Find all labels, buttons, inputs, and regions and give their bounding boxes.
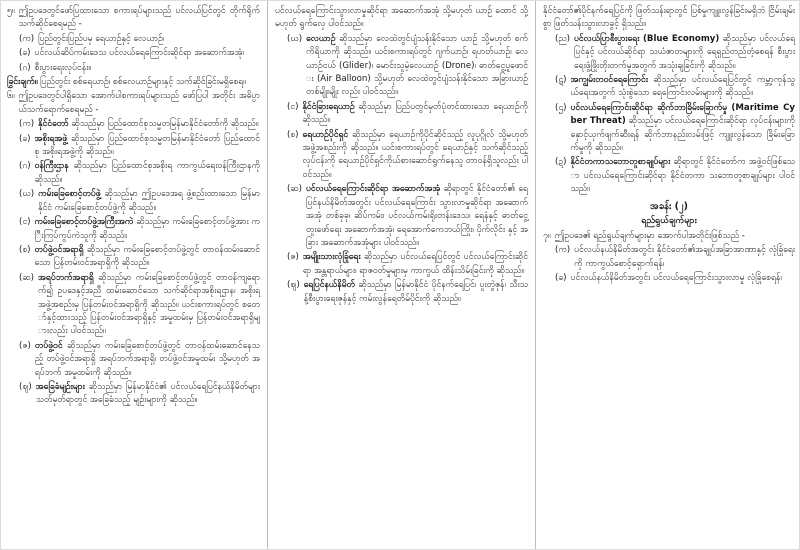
- clause-item: [543, 33, 795, 73]
- clause-body: ဆိုသည်မှာ ပင်လယ်ရေပြင်တွင် ကမ္ဘာ့ကုန်သွယ်ရေးအတွက် သုံးစွဲသော ရေကြောင်းလမ်းများကို ဆိုသည်။: [570, 75, 795, 99]
- clause-text: [303, 129, 528, 183]
- clause-number: (က): [19, 33, 35, 44]
- clause-item: [7, 133, 260, 160]
- clause-text: [275, 5, 528, 32]
- clause-text: [35, 244, 260, 271]
- clause-item: [543, 272, 795, 285]
- clause-item: [7, 33, 260, 46]
- defined-term: နိုင်ငံတော်: [38, 119, 69, 130]
- clause-number: (ဋ): [555, 75, 567, 86]
- clause-item: [275, 129, 528, 183]
- clause-item: [7, 90, 260, 117]
- clause-number: (ခ): [19, 133, 31, 144]
- clause-item: [7, 47, 260, 60]
- clause-text: [303, 251, 528, 278]
- clause-number: (င): [287, 101, 299, 112]
- clause-number: (ဇ): [287, 252, 299, 263]
- clause-text: [306, 183, 528, 250]
- clause-text: [574, 33, 795, 73]
- defined-term: တပ်ဖွဲ့ဝင်အရာရှိ: [34, 244, 84, 255]
- defined-term: ပင်လယ်ရေကြောင်းဆိုင်ရာ အဆောက်အအုံ: [306, 184, 441, 195]
- clause-item: [7, 216, 260, 243]
- clause-number: (ဃ): [287, 33, 303, 44]
- clause-item: [275, 33, 528, 100]
- clause-item: [7, 160, 260, 187]
- clause-number: (ဂ): [19, 62, 31, 73]
- chapter-heading: အခန်း (၂): [649, 200, 689, 212]
- clause-item: [7, 5, 260, 32]
- clause-text: [35, 47, 260, 60]
- clause-number: (ဇ): [19, 340, 31, 351]
- clause-body: စီးပွားရေးလုပ်ငန်း။: [34, 62, 91, 73]
- clause-item: [543, 230, 795, 243]
- clause-number: (ဆ): [19, 272, 35, 283]
- clause-number: (က): [19, 119, 35, 130]
- clause-number: (ည): [555, 33, 571, 44]
- clause-item: [7, 272, 260, 339]
- clause-text: [38, 33, 260, 46]
- clause-body: ပင်လယ်နယ်နိမိတ်အတွင်း ပင်လယ်ရေကြောင်းသွားလာမှု လုံခြုံစေရန်၊: [570, 272, 782, 283]
- clause-item: [543, 156, 795, 196]
- clause-body: ဆိုရာတွင် နိုင်ငံတော်၏ ရေပြင်နယ်နိမိတ်အတွင်း ပင်လယ်ရေကြောင်း သွားလာမှုဆိုင်ရာ အဆောက်အအုံ တစ်ခုခု၊ ဆိပ်ကမ်း၊ ပင်လယ်ကမ်းရိုးတန်းဒေသ၊ ရေနံနှင့် ဓာတ်ငွေ့တူးဖော်ရေး အဆောက်အအုံ၊ ရေအောက်ကေဘယ်ကြိုး၊ ပိုက်လိုင်း နှင့် အခြား အဆောက်အအုံများ ပါဝင်သည်။: [306, 184, 528, 248]
- clause-text: [35, 340, 260, 380]
- clause-item: [543, 5, 795, 32]
- clause-text: [18, 5, 260, 32]
- clause-item: [7, 381, 260, 408]
- clause-text: [571, 272, 795, 285]
- column-middle: [269, 1, 534, 549]
- clause-item: [543, 102, 795, 156]
- defined-term: နိုင်ငံတကာသဘောတူစာချုပ်များ: [570, 157, 671, 168]
- clause-number: ၇။: [543, 230, 551, 241]
- clause-number: (ဈ): [287, 280, 300, 291]
- clause-body: ဆိုရာတွင် နိုင်ငံတော်က အဖွဲ့ဝင်ဖြစ်သော ပင်လယ်ရေကြောင်းဆိုင်ရာ နိုင်ငံတကာ သဘောတူစာချုပ်များ ပါဝင်သည်။: [570, 157, 795, 195]
- clause-text: [543, 5, 795, 32]
- column-divider: [535, 1, 536, 549]
- clause-text: [304, 279, 528, 306]
- clause-body: ပြည်တွင်းပြည်ပမှ ရေယာဉ်နှင့် လေယာဉ်၊: [38, 33, 165, 44]
- clause-body: ဆိုသည်မှာ ပြည်ထောင်စုသမ္မတမြန်မာနိုင်ငံတော်ကို ဆိုသည်။: [68, 119, 259, 130]
- clause-body: ဆိုသည်မှာ ရေယာဉ်ကိုပိုင်ဆိုင်သည့် လူပုဂ္ဂိုလ် သို့မဟုတ် အဖွဲ့အစည်းကို ဆိုသည်။ ယင်းစကားရပ်တွင် ရေယာဉ်နှင့် သက်ဆိုင်သည့်လုပ်ငန်းကို ရေယာဉ်ပိုင်ရှင်ကိုယ်စားဆောင်ရွက်နေသူ တာဝန်ရှိသူလည်း ပါဝင်သည်။: [302, 129, 528, 180]
- clause-number: (ဌ): [555, 102, 567, 113]
- defined-term: ရေပြင်နယ်နိမိတ်: [303, 280, 355, 291]
- clause-text: [36, 381, 260, 408]
- defined-term: ကမ်းခြေစောင့်တပ်ဖွဲ့: [38, 189, 101, 200]
- clause-text: [38, 188, 260, 215]
- clause-item: [7, 118, 260, 131]
- clause-text: [554, 230, 795, 243]
- clause-body: နိုင်ငံတော်၏ပိုင်နက်ရေပြင်ကို ဖြတ်သန်းရာတွင် ပြစ်မှုကျူးလွန်ခြင်းမရှိဘဲ ငြိမ်းချမ်းစွာ ဖြတ်သန်းသွားလာခွင့် ရှိသည်။: [543, 6, 795, 30]
- clause-text: [35, 133, 260, 160]
- clause-body: ဆိုသည်မှာ ဤဥပဒေအရ ဖွဲ့စည်းထားသော မြန်မာနိုင်ငံ ကမ်းခြေစောင့်တပ်ဖွဲ့ကို ဆိုသည်။: [38, 189, 260, 213]
- clause-body: ဆိုသည်မှာ ပင်လယ်ရေကြောင်းဆိုင်ရာ လုပ်ငန်းများကို နှောင့်ယှက်ဖျက်ဆီးရန် ဆိုက်ဘာနည်းလမ်းဖြင့် ကျူးလွန်သော ခြိမ်းခြောက်မှုကို ဆိုသည်။: [570, 116, 795, 154]
- clause-text: [18, 90, 260, 117]
- chapter-subheading: ရည်ရွယ်ချက်များ: [641, 215, 697, 226]
- clause-text: [38, 118, 260, 131]
- clause-number: (စ): [287, 129, 299, 140]
- defined-term: အစိုးရအဖွဲ့: [34, 133, 68, 144]
- clause-number: ၅။: [7, 6, 15, 16]
- clause-text: [570, 102, 795, 156]
- clause-item: [275, 101, 528, 128]
- clause-number: (ဂ): [19, 161, 31, 172]
- clause-body: ဆိုသည်မှာ ကမ်းခြေစောင့်တပ်ဖွဲ့တွင် တာဝန်ထမ်းဆောင်နေသည့် တပ်ဖွဲ့ဝင်အရာရှိ အရပ်ဘက်အရာရှိ၊ တပ်ဖွဲ့ဝင်အမှုထမ်း သို့မဟုတ် အရပ်ဘက် အမှုထမ်းကို ဆိုသည်။: [34, 340, 260, 378]
- clause-text: [34, 216, 260, 243]
- clause-number: (င): [19, 217, 31, 228]
- clause-item: [7, 188, 260, 215]
- clause-item: [543, 74, 795, 101]
- clause-item: [275, 251, 528, 278]
- defined-term: အရပ်ဘက်အရာရှိ: [38, 272, 94, 283]
- column-divider: [267, 1, 268, 549]
- defined-term: ပင်လယ်ရေကြောင်းဆိုင်ရာ ဆိုက်ဘာခြိမ်းခြောက်မှု (Maritime Cyber Threat): [570, 102, 795, 127]
- defined-term: တပ်ဖွဲ့ဝင်: [34, 340, 63, 351]
- clause-number: (ဆ): [287, 184, 303, 195]
- column-right: [537, 1, 800, 549]
- clause-body: ပင်လယ်နယ်နိမိတ်အတွင်း နိုင်ငံတော်၏အချုပ်အခြာအာဏာနှင့် လုံခြုံရေးကို ကာကွယ်စောင့်ရှောက်ရန်၊: [574, 245, 795, 269]
- clause-number: ၆။: [7, 91, 15, 102]
- clause-number: (ခ): [555, 272, 567, 283]
- clause-body: ဤဥပဒေတွင်ပါရှိသော အောက်ပါစကားရပ်များသည် ဖော်ပြပါ အတိုင်း အဓိပ္ပာယ်သက်ရောက်စေရမည် -: [18, 91, 260, 115]
- clause-body: ပင်လယ်ဆိပ်ကမ်းဒေသ ပင်လယ်ရေကြောင်းဆိုင်ရာ အဆောက်အအုံ၊: [34, 48, 244, 59]
- clause-item: [7, 76, 260, 89]
- clause-item: [275, 183, 528, 250]
- clause-body: ဤဥပဒေတွင်ဖော်ပြထားသော စကားရပ်များသည် ပင်လယ်ပြင်တွင် တိုက်ရိုက် သက်ဆိုင်စေရမည် -: [18, 6, 260, 30]
- clause-body: ဆိုသည်မှာ ကမ်းခြေစောင့်တပ်ဖွဲ့တွင် တာဝန်ကျရောက်၍ ဥပဒေနှင့်အညီ ထမ်းဆောင်သော သက်ဆိုင်ရာအစိုးရဌာန၊ အစိုးရအဖွဲ့အစည်းမှ ပြန်တမ်းဝင်အရာရှိကို ဆိုသည်။ ယင်းစကားရပ်တွင် စတော်နှင့်ထားသည့် ပြန်တမ်းဝင်အရာရှိနှင့် အမှုထမ်းမှ ပြန်တမ်းဝင်အရာရှိများလည်း ပါဝင်သည်။: [38, 272, 260, 337]
- clause-item: [7, 340, 260, 380]
- defined-term: အကျွမ်းတဝင်ရေကြောင်း: [570, 75, 648, 86]
- defined-term: လေယာဉ်: [306, 33, 336, 44]
- defined-term: အမျိုးသားလုံခြုံရေး: [302, 252, 361, 263]
- clause-text: [35, 160, 260, 187]
- defined-term: နိုင်ငံခြားရေယာဉ်: [302, 101, 355, 112]
- clause-body: ဆိုသည်မှာ ပြည်ပတွင်မှတ်ပုံတင်ထားသော ရေယာဉ်ကို ဆိုသည်။: [302, 101, 528, 126]
- clause-body: ဆိုသည်မှာ ကမ်းခြေစောင့်တပ်ဖွဲ့အား ကြီးကြပ်ကွပ်ကဲသူကို ဆိုသည်။: [34, 217, 260, 241]
- clause-text: [306, 33, 528, 100]
- clause-text: [570, 156, 795, 196]
- clause-number: (ဈ): [19, 381, 32, 392]
- clause-body: ဆိုသည်မှာ ပြည်ထောင်စုသမ္မတမြန်မာနိုင်ငံတော် ပြည်ထောင်စု အစိုးရအဖွဲ့ကို ဆိုသည်။: [34, 133, 260, 158]
- clause-item: [275, 279, 528, 306]
- defined-term: ပင်လယ်ပြာစီးပွားရေး (Blue Economy): [574, 33, 720, 44]
- clause-body: ဆိုသည်မှာ ပင်လယ်ရေပြင်တွင် ပင်လယ်ကြောင်းဆိုင်ရာ အန္တရာယ်များ၊ ရာဇဝတ်မှုများမှ ကာကွယ် ထိန်းသိမ်းခြင်းကို ဆိုသည်။: [302, 252, 528, 276]
- clause-item: [7, 244, 260, 271]
- clause-item: [543, 244, 795, 271]
- clause-body: ပြည်တွင်း စစ်ရေယာဉ်၊ စစ်လေယာဉ်များနှင့် သက်ဆိုင်ခြင်းမရှိစေရ။: [37, 77, 246, 88]
- defined-term: ရေယာဉ်ပိုင်ရှင်: [302, 129, 349, 140]
- clause-body: ဆိုသည်မှာ မြန်မာနိုင်ငံ၏ ပင်လယ်ရေပြင်နယ်နိမိတ်များ သတ်မှတ်ရာတွင် အခြေခံသည့် မျဉ်းများကို ဆိုသည်။: [35, 381, 260, 406]
- clause-body: ဆိုသည်မှာ လေထဲတွင်ပျံသန်းနိုင်သော ယာဉ် သို့မဟုတ် စက်ကိရိယာကို ဆိုသည်။ ယင်းစကားရပ်တွင် ဂျက်ယာဉ်၊ ရဟတ်ယာဉ်၊ လေယာဉ်ငယ် (Glider)၊ မောင်းသူမဲ့လေယာဉ် (Drone)၊ ဓာတ်ငွေ့ပူဖောင်း (Air Balloon) သို့မဟုတ် လေထဲတွင်ပျံသန်းနိုင်သော အခြားယာဉ်တစ်မျိုးမျိုး လည်း ပါဝင်သည်။: [306, 33, 528, 98]
- clause-text: [302, 101, 528, 128]
- clause-body: ဆိုသည်မှာ ကမ်းခြေစောင့်တပ်ဖွဲ့တွင် တာဝန်ထမ်းဆောင်သော ပြန်တမ်းဝင်အရာရှိကို ဆိုသည်။: [34, 244, 260, 269]
- defined-term: ကမ်းခြေစောင့်တပ်ဖွဲ့အကြီးအကဲ: [34, 217, 134, 228]
- clause-text: [38, 272, 260, 339]
- clause-body: ဆိုသည်မှာ ပြည်ထောင်စုအစိုးရ ကာကွယ်ရေးဝန်ကြီးဌာနကို ဆိုသည်။: [34, 161, 260, 185]
- clause-item: [275, 5, 528, 32]
- column-left: [1, 1, 266, 549]
- defined-term: အခြေခံမျဉ်းများ: [35, 381, 85, 392]
- clause-number: (ဍ): [555, 157, 567, 168]
- clause-number: (က): [555, 245, 571, 256]
- clause-number: (ဃ): [19, 189, 35, 200]
- clause-text: [574, 244, 795, 271]
- defined-term: ဝန်ကြီးဌာန: [34, 161, 69, 172]
- clause-text: [570, 74, 795, 101]
- clause-number: (ခ): [19, 48, 31, 59]
- clause-body: ပင်လယ်ရေကြောင်းသွားလာမှုဆိုင်ရာ အဆောက်အအုံ သို့မဟုတ် ယာဉ် ထောင် သို့မဟုတ် ရွက်လှေ ပါဝင်သည်။: [275, 6, 528, 30]
- defined-term: ခြွင်းချက်။: [7, 77, 38, 88]
- clause-body: ဆိုသည်မှာ ပင်လယ်ရေပြင်နှင့် ပင်လယ်ဆိုင်ရာ သယံဇာတများကို ရေရှည်တည်တံ့စေရန် စီးပွားရေးဖွံ့ဖြိုးတိုးတက်မှုအတွက် အသုံးချခြင်းကို ဆိုသည်။: [574, 33, 796, 71]
- clause-text: [7, 76, 260, 89]
- clause-text: [35, 62, 260, 75]
- clause-item: [7, 62, 260, 75]
- clause-body: ဤဥပဒေ၏ ရည်ရွယ်ချက်များမှာ အောက်ပါအတိုင်းဖြစ်သည် -: [554, 230, 745, 241]
- clause-body: ဆိုသည်မှာ မြန်မာနိုင်ငံ ပိုင်နက်ရေပြင်၊ ပူးတွဲဇုန်၊ သီးသန့်စီးပွားရေးဇုန်နှင့် ကမ်းလွန်ရေတိမ်ပိုင်းကို ဆိုသည်။: [303, 280, 528, 304]
- clause-number: (စ): [19, 244, 31, 255]
